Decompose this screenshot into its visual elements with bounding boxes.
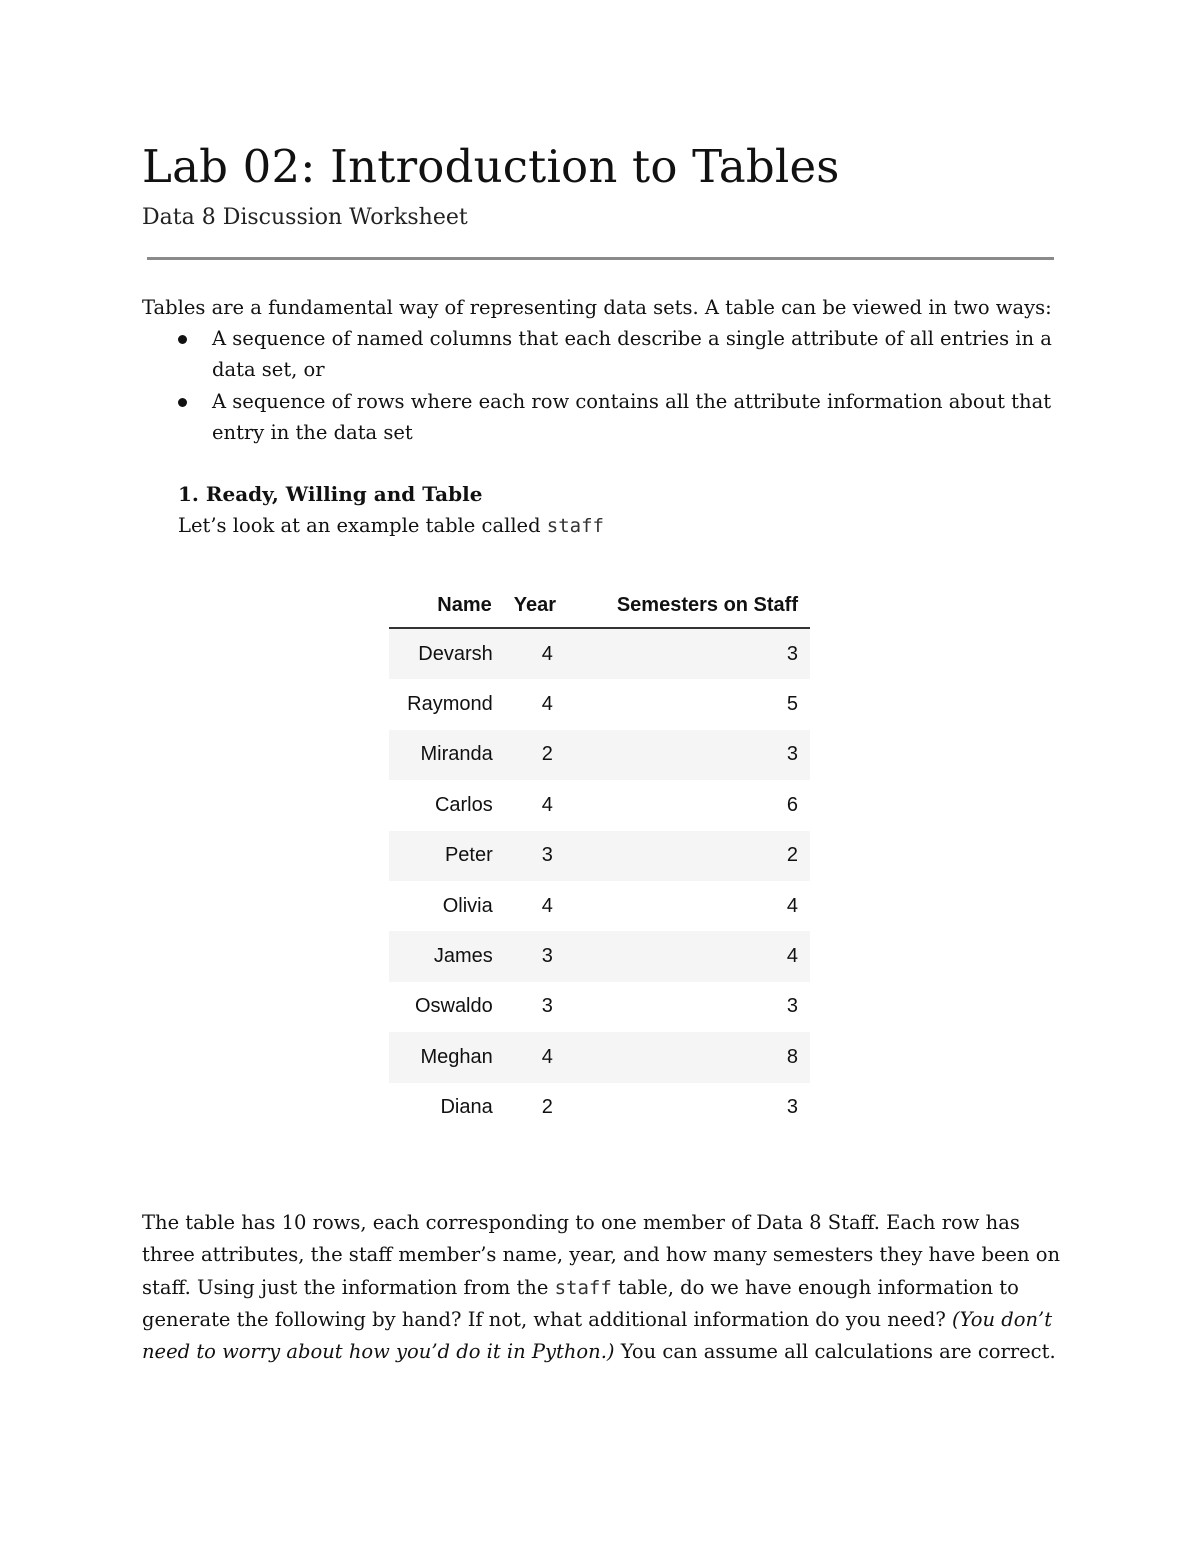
code-staff: staff — [554, 1276, 612, 1299]
section-heading: 1. Ready, Willing and Table — [178, 482, 483, 506]
table-row — [389, 831, 810, 881]
table-row — [389, 881, 810, 931]
table-row — [389, 931, 810, 981]
paragraph-text: The table has 10 rows, each corresponding to one member of Data 8 Staff. Each row has three attributes, the staff member’s name, year, and how many semesters they have been on staff. Using just the information from the — [142, 1211, 1061, 1299]
cell-name: Oswaldo — [414, 995, 493, 1018]
section-lead-text: Let’s look at an example table called — [178, 514, 547, 537]
bullet-icon — [178, 398, 187, 407]
paragraph-italic-note: (You don’t need to worry about how you’d do it in Python.) — [142, 1307, 1053, 1364]
table-row — [389, 1083, 810, 1133]
cell-semesters: 6 — [786, 793, 798, 816]
code-staff: staff — [546, 515, 604, 537]
bullet-item — [178, 386, 1068, 448]
intro-bullet-list — [178, 323, 1068, 449]
cell-name: Diana — [440, 1096, 493, 1119]
cell-semesters: 3 — [786, 995, 798, 1018]
cell-name: James — [389, 931, 501, 981]
column-header-name: Name — [389, 583, 501, 628]
table-row — [389, 730, 810, 780]
page-title: Lab 02: Introduction to Tables — [142, 140, 840, 193]
staff-table — [389, 583, 810, 1133]
cell-name: Peter — [389, 831, 501, 881]
cell-semesters: 8 — [589, 1032, 810, 1082]
column-header-year: Year — [501, 583, 589, 628]
bullet-item — [178, 323, 1068, 385]
cell-semesters: 4 — [589, 931, 810, 981]
intro-text: Tables are a fundamental way of representing data sets. A table can be viewed in two ways: — [142, 296, 1052, 319]
table-row — [389, 1032, 810, 1082]
cell-name: Olivia — [442, 894, 493, 917]
table-row — [389, 982, 810, 1032]
cell-semesters: 3 — [589, 628, 810, 679]
table-row — [389, 679, 810, 729]
table-row — [389, 780, 810, 830]
cell-year: 4 — [501, 1032, 589, 1082]
cell-year: 2 — [501, 730, 589, 780]
cell-year: 3 — [501, 831, 589, 881]
cell-name: Carlos — [434, 793, 493, 816]
bullet-icon — [178, 335, 187, 344]
body-paragraph — [142, 1207, 1072, 1368]
cell-semesters: 5 — [786, 693, 798, 716]
page-subtitle: Data 8 Discussion Worksheet — [142, 205, 468, 230]
cell-year: 4 — [541, 693, 553, 716]
paragraph-text: table, do we have enough information to generate the following by hand? If not, what additional information do you need? — [142, 1275, 1019, 1331]
cell-year: 3 — [501, 931, 589, 981]
cell-name: Raymond — [407, 693, 493, 716]
cell-semesters: 2 — [589, 831, 810, 881]
cell-name: Devarsh — [389, 628, 501, 679]
cell-semesters: 3 — [786, 1096, 798, 1119]
cell-year: 4 — [501, 628, 589, 679]
cell-name: Meghan — [389, 1032, 501, 1082]
section-lead — [178, 514, 604, 537]
column-header-semesters: Semesters on Staff — [589, 583, 810, 628]
cell-semesters: 4 — [786, 894, 798, 917]
cell-year: 3 — [541, 995, 553, 1018]
cell-year: 4 — [541, 894, 553, 917]
header-divider — [147, 257, 1054, 260]
bullet-text: A sequence of named columns that each describe a single attribute of all entries in a data set, or — [212, 327, 1052, 381]
cell-year: 2 — [541, 1096, 553, 1119]
cell-name: Miranda — [389, 730, 501, 780]
bullet-text: A sequence of rows where each row contains all the attribute information about that entry in the data set — [212, 390, 1052, 444]
cell-semesters: 3 — [589, 730, 810, 780]
cell-year: 4 — [541, 793, 553, 816]
paragraph-text: You can assume all calculations are correct. — [614, 1340, 1056, 1364]
table-row — [389, 628, 810, 679]
table-header-row — [389, 583, 810, 628]
